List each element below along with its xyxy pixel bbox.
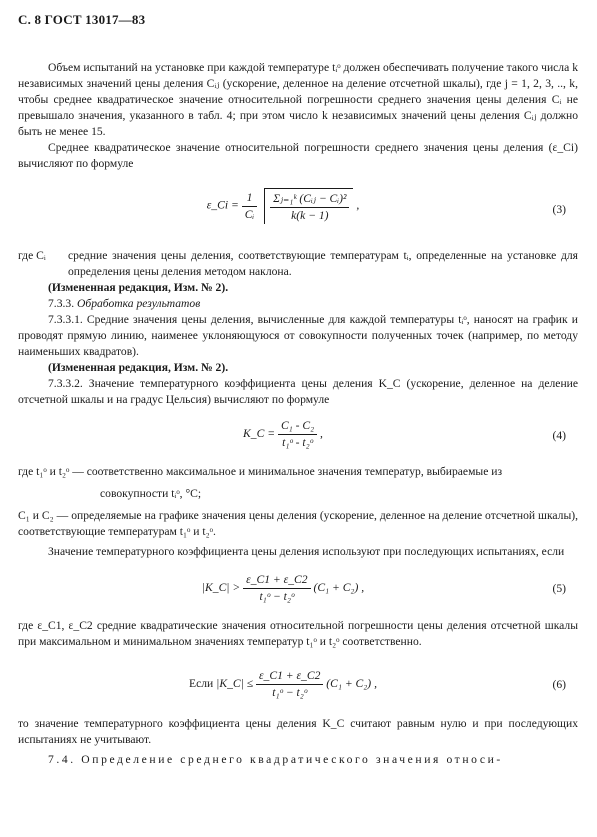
formula-6-lhs: |K_C| ≤ bbox=[216, 677, 254, 691]
section-7-4-heading: 7.4. Определение среднего квадратического значения относи- bbox=[48, 753, 503, 766]
paragraph-coefficient-zero: то значение температурного коэффициента цены деления K_C считают равным нулю и при последующих испытаниях не учитывают. bbox=[18, 717, 578, 746]
formula-3: ε_Ci = $\frac{1}{\text{Cᵢ}}$ $\frac{\text{Σⱼ₌₁ᵏ (Cᵢⱼ − Cᵢ)²}}{k(k - 1)}$ , (3) bbox=[18, 178, 578, 242]
paragraph-test-volume: Объем испытаний на установке при каждой температуре tᵢᵒ должен обеспечивать получение такого числа k независимых значений цены деления Cᵢⱼ (ускорение, деленное на деление отсчетной шкалы), где j = 1, 2, 3, .., k, чтобы среднее квадратическое значение относительной погрешности среднего значения цены деления Cᵢ не превышало значения, указанного в табл. 4; при этом число k независимых значений цены деления Cᵢⱼ должно быть не менее 15. bbox=[18, 61, 578, 138]
paragraph-7-3-3-2: 7.3.3.2. Значение температурного коэффициента цены деления K_C (ускорение, деленное на деление отсчетной шкалы и на градус Цельсия) вычисляют по формуле bbox=[18, 377, 578, 406]
definition-ci-term: где Cᵢ bbox=[18, 249, 46, 262]
formula-6-denominator: t₁ᵒ − t₂ᵒ bbox=[272, 686, 308, 699]
paragraph-coefficient-usage: Значение температурного коэффициента цены деления используют при последующих испытаниях, если bbox=[48, 545, 565, 558]
formula-5-denominator: t₁ᵒ − t₂ᵒ bbox=[259, 590, 295, 603]
definition-ci bbox=[18, 248, 578, 280]
page-header: С. 8 ГОСТ 13017—83 bbox=[18, 12, 146, 27]
formula-3-numerator: Σⱼ₌₁ᵏ (Cᵢⱼ − Cᵢ)² bbox=[270, 191, 349, 208]
subsection-7-3-3-title: Обработка результатов bbox=[77, 297, 201, 310]
paragraph-mean-square-intro: Среднее квадратическое значение относительной погрешности среднего значения цены деления (ε_Ci) вычисляют по формуле bbox=[18, 141, 578, 170]
formula-4: K_C = $\frac{\text{C₁ - C₂}}{\text{t₁ᵒ - t₂ᵒ}}$ , (4) bbox=[243, 419, 566, 449]
equation-number-5: (5) bbox=[552, 582, 566, 595]
formula-3-denominator: k(k − 1) bbox=[291, 209, 329, 222]
formula-4-lhs: K_C = bbox=[243, 427, 276, 441]
equation-number-3: (3) bbox=[552, 203, 566, 216]
formula-4-denominator: t₁ᵒ - t₂ᵒ bbox=[282, 436, 313, 449]
equation-number-6: (6) bbox=[552, 678, 566, 691]
definition-ci-text: средние значения цены деления, соответствующие температурам tᵢ, определенные на установке для определения цены деления методом наклона. bbox=[68, 249, 578, 278]
amendment-note-1: (Измененная редакция, Изм. № 2). bbox=[48, 281, 229, 294]
paragraph-aggregate-ti: совокупности tᵢᵒ, °С; bbox=[100, 487, 202, 500]
formula-3-radical bbox=[264, 188, 353, 224]
subsection-7-3-3: 7.3.3. Обработка результатов bbox=[48, 297, 201, 310]
paragraph-c1-c2: C₁ и C₂ — определяемые на графике значения цены деления (ускорение, деленное на деление отсчетной шкалы), соответствующие температурам t₁ᵒ и t₂ᵒ. bbox=[18, 509, 578, 538]
formula-5-numerator: ε_C1 + ε_C2 bbox=[243, 572, 310, 589]
formula-5: |K_C| > $\frac{\varepsilon\_C1 + \varepsilon\_C2}{\text{t₁ᵒ − t₂ᵒ}}$ (C₁ + C₂) , (5) bbox=[201, 573, 566, 603]
paragraph-where-epsilon: где ε_C1, ε_C2 средние квадратические значения относительной погрешности цены деления отсчетной шкалы при максимальном и минимальном значениях температур t₁ᵒ и t₂ᵒ соответственно. bbox=[18, 619, 578, 648]
document-body bbox=[18, 60, 578, 768]
equation-number-4: (4) bbox=[552, 429, 566, 442]
paragraph-7-3-3-1: 7.3.3.1. Средние значения цены деления, вычисленные для каждой температуры tᵢᵒ, наносят на график и проводят прямую линию, наименее уклоняющуюся от совокупности полученных точек (например, по методу наименьших квадратов). bbox=[18, 313, 578, 358]
formula-6-condition: Если bbox=[189, 677, 214, 691]
formula-4-numerator: C₁ - C₂ bbox=[278, 418, 317, 435]
formula-3-lhs: ε_Ci = bbox=[206, 198, 239, 212]
amendment-note-2: (Измененная редакция, Изм. № 2). bbox=[48, 361, 229, 374]
formula-5-lhs: |K_C| > bbox=[201, 581, 241, 595]
formula-6: Если |K_C| ≤ $\frac{\varepsilon\_C1 + \varepsilon\_C2}{\text{t₁ᵒ − t₂ᵒ}}$ (C₁ + C₂) , (6) bbox=[189, 669, 566, 699]
paragraph-where-t1-t2: где t₁ᵒ и t₂ᵒ — соответственно максимальное и минимальное значения температур, выбираемые из bbox=[18, 465, 503, 478]
formula-6-numerator: ε_C1 + ε_C2 bbox=[256, 668, 323, 685]
formula-3-coefficient: $\frac{1}{\text{Cᵢ}}$ bbox=[242, 190, 258, 223]
